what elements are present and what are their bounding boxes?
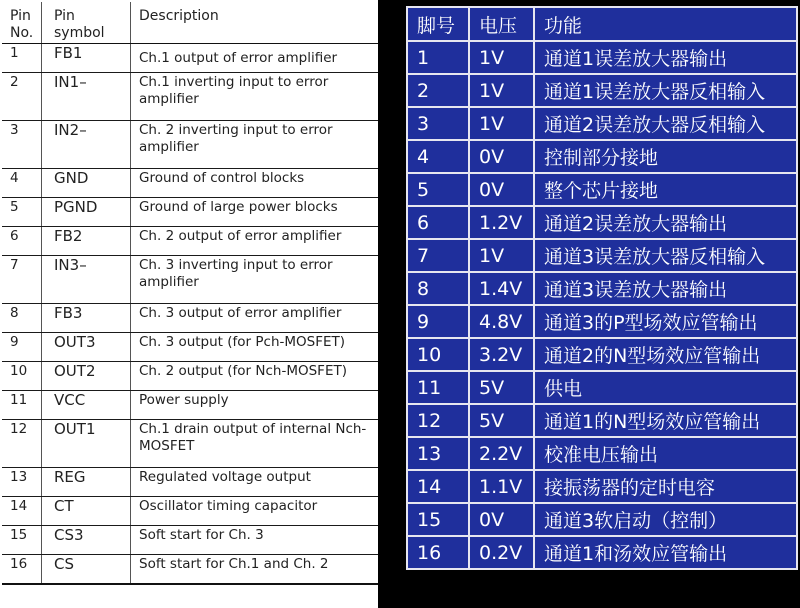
pin-function: 接振荡器的定时电容 [534, 470, 797, 503]
table-row [2, 391, 378, 420]
pin-number: 9 [407, 305, 469, 338]
pin-symbol: FB1 [42, 44, 131, 73]
pin-voltage: 1.1V [469, 470, 534, 503]
pin-symbol: CS3 [42, 526, 131, 555]
pin-voltage: 1V [469, 74, 534, 107]
pin-function: 供电 [534, 371, 797, 404]
pin-function: 通道1和汤效应管输出 [534, 536, 797, 569]
pin-symbol: VCC [42, 391, 131, 420]
table-row [2, 256, 378, 304]
pin-number: 1 [2, 44, 42, 73]
table-row [407, 74, 797, 107]
header-voltage-cn: 电压 [469, 7, 534, 41]
header-pin-no: Pin No. [2, 2, 42, 44]
pin-description: Ch. 3 output (for Pch-MOSFET) [131, 333, 379, 362]
pin-number: 6 [407, 206, 469, 239]
table-row [407, 305, 797, 338]
pin-voltage: 1V [469, 41, 534, 74]
pin-function: 校准电压输出 [534, 437, 797, 470]
pin-number: 9 [2, 333, 42, 362]
pin-number: 6 [2, 227, 42, 256]
pin-number: 12 [2, 420, 42, 468]
pin-function: 控制部分接地 [534, 140, 797, 173]
pin-symbol: FB2 [42, 227, 131, 256]
table-row [2, 44, 378, 73]
pin-number: 12 [407, 404, 469, 437]
table-row [2, 198, 378, 227]
pin-number: 15 [407, 503, 469, 536]
pin-symbol: IN3– [42, 256, 131, 304]
pin-symbol: IN1– [42, 73, 131, 121]
pin-function: 通道2的N型场效应管输出 [534, 338, 797, 371]
pin-symbol: OUT1 [42, 420, 131, 468]
pin-function: 通道3误差放大器输出 [534, 272, 797, 305]
table-row [407, 536, 797, 569]
pin-description: Power supply [131, 391, 379, 420]
pin-description: Ch.1 inverting input to error amplifier [131, 73, 379, 121]
pin-number: 7 [2, 256, 42, 304]
header-function-cn: 功能 [534, 7, 797, 41]
table-row [2, 555, 378, 584]
pin-number: 7 [407, 239, 469, 272]
pin-function: 整个芯片接地 [534, 173, 797, 206]
table-row [2, 420, 378, 468]
pin-number: 2 [407, 74, 469, 107]
header-pin-symbol: Pin symbol [42, 2, 131, 44]
pin-number: 15 [2, 526, 42, 555]
pin-voltage: 1V [469, 107, 534, 140]
pin-number: 4 [2, 169, 42, 198]
pin-description: Ground of large power blocks [131, 198, 379, 227]
pin-symbol: IN2– [42, 121, 131, 169]
english-table-header [2, 2, 378, 44]
english-pin-table-panel [0, 0, 378, 608]
pin-number: 14 [407, 470, 469, 503]
pin-number: 10 [407, 338, 469, 371]
chinese-pin-table [406, 6, 798, 570]
pin-description: Soft start for Ch.1 and Ch. 2 [131, 555, 379, 584]
pin-voltage: 5V [469, 404, 534, 437]
pin-symbol: OUT2 [42, 362, 131, 391]
table-row [2, 121, 378, 169]
pin-description: Ch.1 output of error amplifier [131, 44, 379, 73]
pin-number: 10 [2, 362, 42, 391]
pin-symbol: CS [42, 555, 131, 584]
pin-description: Ch. 2 inverting input to error amplifier [131, 121, 379, 169]
pin-number: 3 [407, 107, 469, 140]
english-pin-table [2, 2, 378, 585]
table-row [407, 404, 797, 437]
table-row [407, 503, 797, 536]
pin-voltage: 1.4V [469, 272, 534, 305]
pin-description: Ch. 2 output (for Nch-MOSFET) [131, 362, 379, 391]
pin-number: 16 [407, 536, 469, 569]
table-row [407, 437, 797, 470]
pin-voltage: 2.2V [469, 437, 534, 470]
table-row [407, 206, 797, 239]
chinese-pin-table-panel [390, 0, 800, 608]
header-pin-no-cn: 脚号 [407, 7, 469, 41]
table-row [407, 140, 797, 173]
header-description: Description [131, 2, 379, 44]
pin-number: 13 [407, 437, 469, 470]
pin-function: 通道1误差放大器输出 [534, 41, 797, 74]
table-row [2, 497, 378, 526]
pin-symbol: REG [42, 468, 131, 497]
table-row [2, 333, 378, 362]
pin-symbol: GND [42, 169, 131, 198]
pin-number: 4 [407, 140, 469, 173]
table-row [407, 272, 797, 305]
pin-number: 5 [2, 198, 42, 227]
table-row [407, 470, 797, 503]
pin-number: 11 [407, 371, 469, 404]
pin-voltage: 3.2V [469, 338, 534, 371]
table-row [407, 371, 797, 404]
table-row [407, 239, 797, 272]
pin-symbol: FB3 [42, 304, 131, 333]
pin-function: 通道1误差放大器反相输入 [534, 74, 797, 107]
pin-voltage: 0V [469, 173, 534, 206]
pin-function: 通道1的N型场效应管输出 [534, 404, 797, 437]
pin-description: Ch. 3 output of error amplifier [131, 304, 379, 333]
pin-voltage: 0V [469, 503, 534, 536]
pin-voltage: 1V [469, 239, 534, 272]
table-row [2, 227, 378, 256]
table-row [2, 73, 378, 121]
pin-number: 14 [2, 497, 42, 526]
pin-voltage: 1.2V [469, 206, 534, 239]
pin-function: 通道2误差放大器反相输入 [534, 107, 797, 140]
pin-description: Soft start for Ch. 3 [131, 526, 379, 555]
pin-function: 通道3误差放大器反相输入 [534, 239, 797, 272]
table-row [2, 169, 378, 198]
pin-number: 2 [2, 73, 42, 121]
pin-voltage: 5V [469, 371, 534, 404]
table-row [2, 468, 378, 497]
table-row [2, 304, 378, 333]
panel-divider [378, 0, 390, 608]
pin-voltage: 4.8V [469, 305, 534, 338]
table-row [2, 362, 378, 391]
pin-description: Ch. 3 inverting input to error amplifier [131, 256, 379, 304]
table-row [407, 107, 797, 140]
pin-description: Ch.1 drain output of internal Nch-MOSFET [131, 420, 379, 468]
pin-symbol: PGND [42, 198, 131, 227]
pin-description: Ch. 2 output of error amplifier [131, 227, 379, 256]
pin-number: 16 [2, 555, 42, 584]
pin-number: 8 [2, 304, 42, 333]
pin-voltage: 0.2V [469, 536, 534, 569]
chinese-table-header [407, 7, 797, 41]
pin-number: 8 [407, 272, 469, 305]
pin-number: 5 [407, 173, 469, 206]
table-row [407, 338, 797, 371]
table-row [407, 41, 797, 74]
pin-number: 3 [2, 121, 42, 169]
pin-number: 13 [2, 468, 42, 497]
pin-voltage: 0V [469, 140, 534, 173]
pin-symbol: CT [42, 497, 131, 526]
pin-number: 11 [2, 391, 42, 420]
pin-description: Regulated voltage output [131, 468, 379, 497]
pin-description: Ground of control blocks [131, 169, 379, 198]
pin-number: 1 [407, 41, 469, 74]
pin-symbol: OUT3 [42, 333, 131, 362]
table-row [407, 173, 797, 206]
pin-description: Oscillator timing capacitor [131, 497, 379, 526]
table-row [2, 526, 378, 555]
pin-function: 通道3的P型场效应管输出 [534, 305, 797, 338]
pin-function: 通道2误差放大器输出 [534, 206, 797, 239]
pin-function: 通道3软启动（控制） [534, 503, 797, 536]
